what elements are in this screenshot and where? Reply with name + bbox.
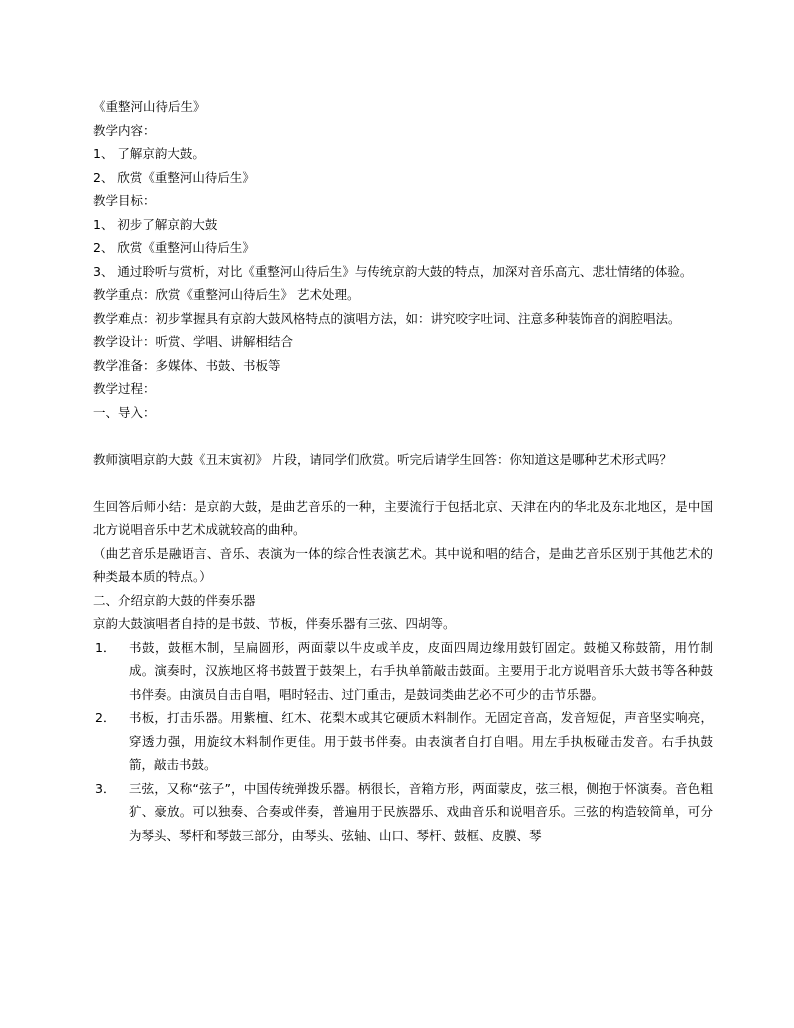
spacer bbox=[93, 471, 713, 495]
section2-intro: 京韵大鼓演唱者自持的是书鼓、节板，伴奏乐器有三弦、四胡等。 bbox=[93, 616, 456, 631]
instrument-item bbox=[93, 777, 713, 848]
section1-paragraph-2: 生回答后师小结：是京韵大鼓，是曲艺音乐的一种，主要流行于包括北京、天津在内的华北及东北地区，是中国北方说唱音乐中艺术成就较高的曲种。 bbox=[93, 498, 713, 537]
lesson-title: 《重整河山待后生》 bbox=[93, 99, 206, 114]
section2-heading: 二、介绍京韵大鼓的伴奏乐器 bbox=[93, 592, 256, 608]
content-item-1: 1、 了解京韵大鼓。 bbox=[93, 146, 205, 161]
teaching-design: 教学设计：听赏、学唱、讲解相结合 bbox=[93, 334, 294, 349]
content-item-2: 2、 欣赏《重整河山待后生》 bbox=[93, 169, 255, 185]
goal-item-2: 2、 欣赏《重整河山待后生》 bbox=[93, 240, 255, 255]
item-number: 1． bbox=[95, 639, 116, 655]
instrument-item bbox=[93, 636, 713, 707]
teaching-preparation: 教学准备：多媒体、书鼓、书板等 bbox=[93, 357, 281, 373]
spacer bbox=[93, 424, 713, 448]
instrument-item bbox=[93, 706, 713, 777]
difficulty: 教学难点：初步掌握具有京韵大鼓风格特点的演唱方法，如：讲究咬字吐词、注意多种装饰音的润腔唱法。 bbox=[93, 310, 681, 326]
item-number: 2． bbox=[95, 710, 116, 725]
key-point: 教学重点：欣赏《重整河山待后生》 艺术处理。 bbox=[93, 287, 360, 302]
item-number: 3． bbox=[95, 780, 116, 796]
item-text: 三弦，又称“弦子”，中国传统弹拨乐器。柄很长，音箱方形，两面蒙皮，弦三根，侧抱于怀演奏。音色粗犷、豪放。可以独奏、合奏或伴奏，普遍用于民族器乐、戏曲音乐和说唱音乐。三弦的构造较简单，可分为琴头、琴杆和琴鼓三部分，由琴头、弦轴、山口、琴杆、鼓框、皮膜、琴 bbox=[129, 780, 713, 843]
process-heading: 教学过程： bbox=[93, 381, 156, 396]
item-text: 书鼓，鼓框木制，呈扁圆形，两面蒙以牛皮或羊皮，皮面四周边缘用鼓钉固定。鼓槌又称鼓箭，用竹制成。演奏时，汉族地区将书鼓置于鼓架上，右手执单箭敲击鼓面。主要用于北方说唱音乐大鼓书等各种鼓书伴奏。由演员自击自唱，唱时轻击、过门重击，是鼓词类曲艺必不可少的击节乐器。 bbox=[129, 639, 713, 702]
goals-heading: 教学目标： bbox=[93, 193, 156, 208]
goal-item-3: 3、 通过聆听与赏析，对比《重整河山待后生》与传统京韵大鼓的特点，加深对音乐高亢、悲壮情绪的体验。 bbox=[93, 263, 693, 279]
goal-item-1: 1、 初步了解京韵大鼓 bbox=[93, 216, 218, 232]
content-heading: 教学内容： bbox=[93, 122, 156, 138]
section1-heading: 一、导入： bbox=[93, 404, 156, 420]
section1-paragraph-3: （曲艺音乐是融语言、音乐、表演为一体的综合性表演艺术。其中说和唱的结合，是曲艺音乐区别于其他艺术的种类最本质的特点。） bbox=[93, 545, 713, 584]
section1-paragraph-1: 教师演唱京韵大鼓《丑末寅初》 片段，请同学们欣赏。听完后请学生回答：你知道这是哪种艺术形式吗？ bbox=[93, 451, 672, 467]
item-text: 书板，打击乐器。用紫檀、红木、花梨木或其它硬质木料制作。无固定音高，发音短促，声音坚实响亮，穿透力强，用旋纹木料制作更佳。用于鼓书伴奏。由表演者自打自唱。用左手执板碰击发音。右手执鼓箭，敲击书鼓。 bbox=[129, 710, 713, 772]
document-body bbox=[93, 95, 713, 847]
